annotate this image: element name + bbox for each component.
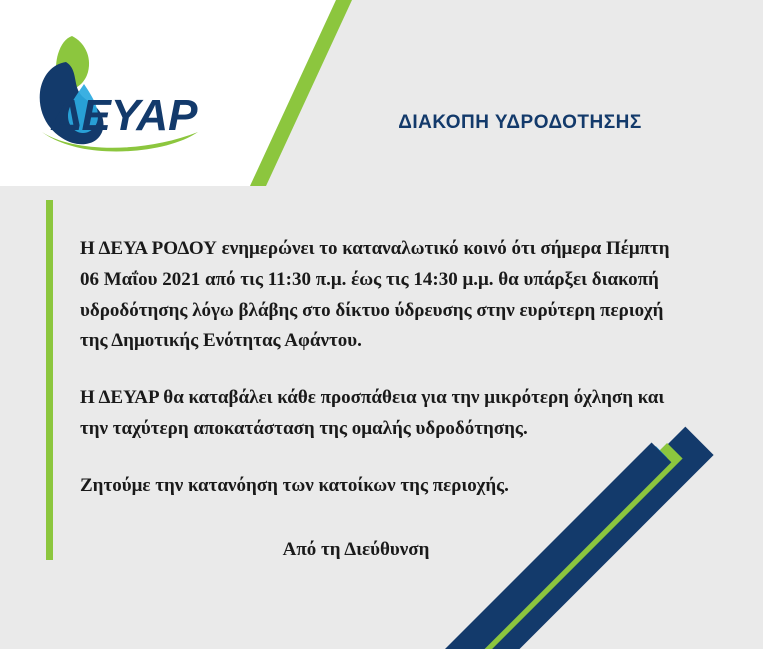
left-green-accent (46, 200, 53, 560)
page-title: ΔΙΑΚΟΠΗ ΥΔΡΟΔΟΤΗΣΗΣ (398, 112, 642, 133)
svg-text:ΔΕΥΑΡ: ΔΕΥΑΡ (52, 91, 198, 140)
paragraph-2: Η ΔΕΥΑΡ θα καταβάλει κάθε προσπάθεια για την μικρότερη όχληση και την ταχύτερη αποκατάσταση της ομαλής υδροδότησης. (80, 387, 665, 439)
paragraph-1: Η ΔΕΥΑ ΡΟΔΟΥ ενημερώνει το καταναλωτικό κοινό ότι σήμερα Πέμπτη 06 Μαΐου 2021 από τις 11:30 π.μ. έως τις 14:30 μ.μ. θα υπάρξει διακοπή υδροδότησης λόγω βλάβης στο δίκτυο ύδρευσης στην ευρύτερη περιοχή της Δημοτικής Ενότητας Αφάντου. (80, 238, 670, 352)
poster-body (0, 186, 763, 649)
deyar-logo (22, 28, 222, 154)
paragraph-3: Ζητούμε την κατανόηση των κατοίκων της περιοχής. (80, 474, 509, 496)
signature: Από τη Διεύθυνση (282, 539, 430, 561)
announcement-text (80, 234, 692, 566)
poster-header (0, 0, 763, 186)
